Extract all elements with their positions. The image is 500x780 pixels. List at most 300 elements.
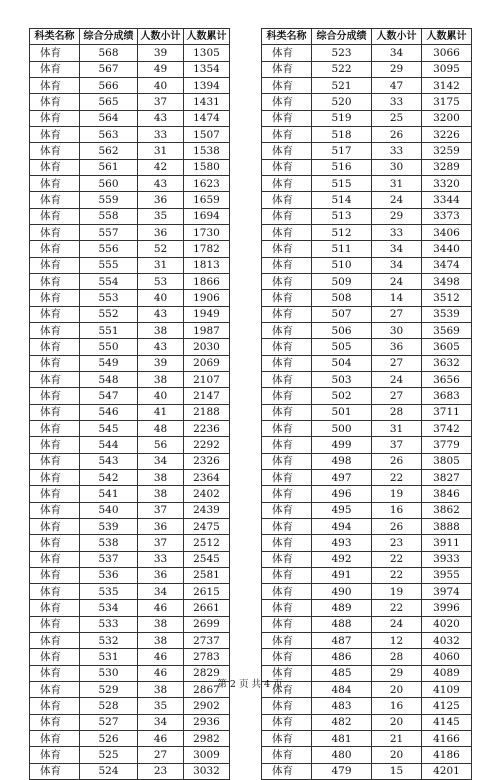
count-cell: 21 — [372, 731, 422, 747]
cumulative-cell: 1580 — [184, 159, 230, 175]
count-cell: 36 — [138, 567, 184, 583]
score-cell: 524 — [80, 763, 138, 779]
count-cell: 29 — [372, 61, 422, 77]
count-cell: 49 — [138, 61, 184, 77]
score-cell: 501 — [312, 404, 372, 420]
table-row — [262, 551, 472, 567]
score-cell: 565 — [80, 94, 138, 110]
cumulative-cell: 3175 — [422, 94, 472, 110]
table-row — [30, 404, 230, 420]
score-cell: 520 — [312, 94, 372, 110]
category-cell: 体育 — [262, 208, 312, 224]
header-score: 综合分成绩 — [80, 29, 138, 45]
category-cell: 体育 — [262, 698, 312, 714]
cumulative-cell: 2699 — [184, 616, 230, 632]
count-cell: 24 — [372, 371, 422, 387]
cumulative-cell: 3406 — [422, 224, 472, 240]
cumulative-cell: 3440 — [422, 241, 472, 257]
score-cell: 491 — [312, 567, 372, 583]
category-cell: 体育 — [30, 159, 80, 175]
cumulative-cell: 3862 — [422, 502, 472, 518]
table-row — [262, 420, 472, 436]
category-cell: 体育 — [30, 551, 80, 567]
category-cell: 体育 — [262, 763, 312, 779]
table-row — [262, 306, 472, 322]
cumulative-cell: 3498 — [422, 273, 472, 289]
count-cell: 46 — [138, 731, 184, 747]
table-row — [262, 584, 472, 600]
table-row — [262, 159, 472, 175]
table-row — [262, 322, 472, 338]
cumulative-cell: 1354 — [184, 61, 230, 77]
cumulative-cell: 1813 — [184, 257, 230, 273]
cumulative-cell: 3373 — [422, 208, 472, 224]
cumulative-cell: 1474 — [184, 110, 230, 126]
table-row — [30, 714, 230, 730]
category-cell: 体育 — [30, 698, 80, 714]
category-cell: 体育 — [262, 682, 312, 698]
count-cell: 33 — [138, 551, 184, 567]
count-cell: 43 — [138, 306, 184, 322]
table-row — [30, 763, 230, 779]
table-row — [262, 731, 472, 747]
count-cell: 34 — [372, 257, 422, 273]
category-cell: 体育 — [262, 584, 312, 600]
count-cell: 34 — [372, 241, 422, 257]
cumulative-cell: 2475 — [184, 518, 230, 534]
table-row — [30, 290, 230, 306]
table-row — [262, 747, 472, 763]
table-row — [262, 126, 472, 142]
table-row — [262, 143, 472, 159]
count-cell: 22 — [372, 600, 422, 616]
count-cell: 40 — [138, 388, 184, 404]
table-row — [262, 94, 472, 110]
score-cell: 511 — [312, 241, 372, 257]
table-row — [30, 502, 230, 518]
count-cell: 46 — [138, 665, 184, 681]
cumulative-cell: 1507 — [184, 126, 230, 142]
count-cell: 19 — [372, 584, 422, 600]
cumulative-cell: 3259 — [422, 143, 472, 159]
cumulative-cell: 2439 — [184, 502, 230, 518]
score-cell: 548 — [80, 371, 138, 387]
category-cell: 体育 — [30, 143, 80, 159]
category-cell: 体育 — [262, 371, 312, 387]
count-cell: 34 — [138, 584, 184, 600]
table-row — [262, 241, 472, 257]
category-cell: 体育 — [30, 763, 80, 779]
category-cell: 体育 — [30, 306, 80, 322]
count-cell: 28 — [372, 649, 422, 665]
count-cell: 37 — [138, 535, 184, 551]
score-cell: 502 — [312, 388, 372, 404]
table-row — [30, 61, 230, 77]
category-cell: 体育 — [30, 322, 80, 338]
cumulative-cell: 2936 — [184, 714, 230, 730]
table-row — [262, 290, 472, 306]
cumulative-cell: 1730 — [184, 224, 230, 240]
table-row — [30, 192, 230, 208]
cumulative-cell: 4109 — [422, 682, 472, 698]
cumulative-cell: 3996 — [422, 600, 472, 616]
cumulative-cell: 2292 — [184, 437, 230, 453]
cumulative-cell: 3142 — [422, 77, 472, 93]
count-cell: 25 — [372, 110, 422, 126]
count-cell: 47 — [372, 77, 422, 93]
score-cell: 484 — [312, 682, 372, 698]
cumulative-cell: 3933 — [422, 551, 472, 567]
cumulative-cell: 2982 — [184, 731, 230, 747]
count-cell: 39 — [138, 355, 184, 371]
header-cumulative: 人数累计 — [184, 29, 230, 45]
table-row — [30, 731, 230, 747]
table-row — [262, 175, 472, 191]
header-count: 人数小计 — [372, 29, 422, 45]
count-cell: 53 — [138, 273, 184, 289]
score-cell: 539 — [80, 518, 138, 534]
table-row — [30, 600, 230, 616]
header-count: 人数小计 — [138, 29, 184, 45]
score-cell: 550 — [80, 339, 138, 355]
count-cell: 48 — [138, 420, 184, 436]
table-body-left — [30, 45, 230, 780]
category-cell: 体育 — [262, 731, 312, 747]
score-cell: 551 — [80, 322, 138, 338]
table-row — [30, 241, 230, 257]
table-row — [30, 208, 230, 224]
table-row — [30, 437, 230, 453]
table-row — [262, 110, 472, 126]
table-row — [262, 61, 472, 77]
category-cell: 体育 — [30, 747, 80, 763]
score-cell: 504 — [312, 355, 372, 371]
score-cell: 514 — [312, 192, 372, 208]
category-cell: 体育 — [30, 273, 80, 289]
score-cell: 481 — [312, 731, 372, 747]
cumulative-cell: 1694 — [184, 208, 230, 224]
score-cell: 561 — [80, 159, 138, 175]
score-cell: 493 — [312, 535, 372, 551]
score-cell: 515 — [312, 175, 372, 191]
cumulative-cell: 2236 — [184, 420, 230, 436]
category-cell: 体育 — [262, 45, 312, 61]
category-cell: 体育 — [30, 616, 80, 632]
table-row — [262, 404, 472, 420]
cumulative-cell: 2107 — [184, 371, 230, 387]
count-cell: 36 — [372, 339, 422, 355]
table-row — [30, 355, 230, 371]
score-cell: 503 — [312, 371, 372, 387]
count-cell: 14 — [372, 290, 422, 306]
category-cell: 体育 — [30, 584, 80, 600]
score-cell: 533 — [80, 616, 138, 632]
cumulative-cell: 4020 — [422, 616, 472, 632]
header-score: 综合分成绩 — [312, 29, 372, 45]
score-cell: 526 — [80, 731, 138, 747]
count-cell: 16 — [372, 502, 422, 518]
count-cell: 26 — [372, 453, 422, 469]
score-cell: 542 — [80, 469, 138, 485]
category-cell: 体育 — [262, 649, 312, 665]
count-cell: 35 — [138, 208, 184, 224]
category-cell: 体育 — [262, 453, 312, 469]
category-cell: 体育 — [30, 371, 80, 387]
score-cell: 498 — [312, 453, 372, 469]
table-row — [262, 453, 472, 469]
count-cell: 33 — [372, 224, 422, 240]
category-cell: 体育 — [30, 257, 80, 273]
cumulative-cell: 1866 — [184, 273, 230, 289]
category-cell: 体育 — [30, 388, 80, 404]
score-cell: 538 — [80, 535, 138, 551]
score-cell: 537 — [80, 551, 138, 567]
category-cell: 体育 — [262, 339, 312, 355]
cumulative-cell: 2030 — [184, 339, 230, 355]
table-row — [30, 567, 230, 583]
cumulative-cell: 3474 — [422, 257, 472, 273]
category-cell: 体育 — [30, 126, 80, 142]
table-row — [262, 567, 472, 583]
score-cell: 497 — [312, 469, 372, 485]
category-cell: 体育 — [30, 290, 80, 306]
score-cell: 494 — [312, 518, 372, 534]
table-row — [30, 633, 230, 649]
cumulative-cell: 4032 — [422, 633, 472, 649]
category-cell: 体育 — [262, 159, 312, 175]
count-cell: 34 — [138, 714, 184, 730]
cumulative-cell: 3955 — [422, 567, 472, 583]
count-cell: 35 — [138, 698, 184, 714]
count-cell: 20 — [372, 682, 422, 698]
table-row — [30, 747, 230, 763]
table-row — [262, 273, 472, 289]
score-cell: 547 — [80, 388, 138, 404]
category-cell: 体育 — [30, 502, 80, 518]
score-cell: 545 — [80, 420, 138, 436]
count-cell: 15 — [372, 763, 422, 779]
count-cell: 39 — [138, 45, 184, 61]
category-cell: 体育 — [262, 192, 312, 208]
cumulative-cell: 4060 — [422, 649, 472, 665]
score-cell: 507 — [312, 306, 372, 322]
category-cell: 体育 — [30, 45, 80, 61]
table-row — [30, 649, 230, 665]
score-cell: 496 — [312, 486, 372, 502]
count-cell: 41 — [138, 404, 184, 420]
category-cell: 体育 — [30, 486, 80, 502]
category-cell: 体育 — [262, 322, 312, 338]
count-cell: 34 — [138, 453, 184, 469]
table-row — [30, 94, 230, 110]
count-cell: 31 — [138, 143, 184, 159]
table-row — [262, 192, 472, 208]
table-row — [262, 339, 472, 355]
count-cell: 43 — [138, 110, 184, 126]
table-row — [30, 420, 230, 436]
cumulative-cell: 3320 — [422, 175, 472, 191]
score-cell: 492 — [312, 551, 372, 567]
cumulative-cell: 4145 — [422, 714, 472, 730]
cumulative-cell: 3009 — [184, 747, 230, 763]
category-cell: 体育 — [262, 404, 312, 420]
count-cell: 38 — [138, 682, 184, 698]
count-cell: 46 — [138, 649, 184, 665]
table-row — [262, 518, 472, 534]
count-cell: 38 — [138, 322, 184, 338]
category-cell: 体育 — [30, 339, 80, 355]
score-cell: 552 — [80, 306, 138, 322]
table-row — [30, 453, 230, 469]
score-cell: 528 — [80, 698, 138, 714]
category-cell: 体育 — [30, 94, 80, 110]
category-cell: 体育 — [262, 747, 312, 763]
cumulative-cell: 2069 — [184, 355, 230, 371]
cumulative-cell: 3226 — [422, 126, 472, 142]
category-cell: 体育 — [30, 518, 80, 534]
table-row — [262, 371, 472, 387]
table-row — [262, 763, 472, 779]
table-row — [262, 469, 472, 485]
score-cell: 510 — [312, 257, 372, 273]
cumulative-cell: 2783 — [184, 649, 230, 665]
table-header-row — [30, 29, 230, 45]
cumulative-cell: 2512 — [184, 535, 230, 551]
cumulative-cell: 2615 — [184, 584, 230, 600]
table-row — [262, 208, 472, 224]
category-cell: 体育 — [30, 731, 80, 747]
category-cell: 体育 — [262, 469, 312, 485]
category-cell: 体育 — [262, 502, 312, 518]
count-cell: 24 — [372, 273, 422, 289]
table-body-right — [262, 45, 472, 780]
table-row — [262, 698, 472, 714]
score-cell: 522 — [312, 61, 372, 77]
category-cell: 体育 — [30, 649, 80, 665]
count-cell: 29 — [372, 665, 422, 681]
cumulative-cell: 3289 — [422, 159, 472, 175]
category-cell: 体育 — [30, 404, 80, 420]
cumulative-cell: 2661 — [184, 600, 230, 616]
cumulative-cell: 2402 — [184, 486, 230, 502]
category-cell: 体育 — [262, 77, 312, 93]
table-row — [262, 437, 472, 453]
count-cell: 31 — [372, 420, 422, 436]
count-cell: 42 — [138, 159, 184, 175]
table-row — [30, 273, 230, 289]
table-row — [262, 714, 472, 730]
cumulative-cell: 3344 — [422, 192, 472, 208]
category-cell: 体育 — [262, 94, 312, 110]
count-cell: 26 — [372, 518, 422, 534]
score-cell: 487 — [312, 633, 372, 649]
score-cell: 518 — [312, 126, 372, 142]
cumulative-cell: 1538 — [184, 143, 230, 159]
score-cell: 568 — [80, 45, 138, 61]
score-cell: 554 — [80, 273, 138, 289]
category-cell: 体育 — [30, 241, 80, 257]
category-cell: 体育 — [262, 61, 312, 77]
cumulative-cell: 2581 — [184, 567, 230, 583]
score-cell: 512 — [312, 224, 372, 240]
category-cell: 体育 — [262, 290, 312, 306]
score-cell: 530 — [80, 665, 138, 681]
count-cell: 26 — [372, 126, 422, 142]
cumulative-cell: 2545 — [184, 551, 230, 567]
table-row — [30, 486, 230, 502]
cumulative-cell: 2326 — [184, 453, 230, 469]
cumulative-cell: 1394 — [184, 77, 230, 93]
count-cell: 52 — [138, 241, 184, 257]
cumulative-cell: 1906 — [184, 290, 230, 306]
score-cell: 486 — [312, 649, 372, 665]
cumulative-cell: 3569 — [422, 322, 472, 338]
table-row — [30, 388, 230, 404]
cumulative-cell: 3656 — [422, 371, 472, 387]
category-cell: 体育 — [262, 143, 312, 159]
score-cell: 527 — [80, 714, 138, 730]
count-cell: 22 — [372, 469, 422, 485]
count-cell: 34 — [372, 45, 422, 61]
table-row — [30, 110, 230, 126]
header-category: 科类名称 — [30, 29, 80, 45]
table-row — [30, 371, 230, 387]
category-cell: 体育 — [262, 175, 312, 191]
category-cell: 体育 — [262, 257, 312, 273]
score-cell: 544 — [80, 437, 138, 453]
count-cell: 22 — [372, 567, 422, 583]
count-cell: 33 — [372, 143, 422, 159]
cumulative-cell: 1431 — [184, 94, 230, 110]
category-cell: 体育 — [262, 355, 312, 371]
table-row — [30, 224, 230, 240]
table-row — [30, 159, 230, 175]
category-cell: 体育 — [30, 61, 80, 77]
category-cell: 体育 — [262, 535, 312, 551]
score-cell: 523 — [312, 45, 372, 61]
count-cell: 40 — [138, 290, 184, 306]
category-cell: 体育 — [30, 633, 80, 649]
count-cell: 43 — [138, 175, 184, 191]
count-cell: 38 — [138, 616, 184, 632]
category-cell: 体育 — [262, 437, 312, 453]
category-cell: 体育 — [30, 175, 80, 191]
category-cell: 体育 — [30, 600, 80, 616]
score-cell: 534 — [80, 600, 138, 616]
category-cell: 体育 — [262, 273, 312, 289]
category-cell: 体育 — [262, 388, 312, 404]
header-category: 科类名称 — [262, 29, 312, 45]
table-row — [30, 469, 230, 485]
count-cell: 27 — [138, 747, 184, 763]
count-cell: 31 — [138, 257, 184, 273]
score-cell: 505 — [312, 339, 372, 355]
count-cell: 29 — [372, 208, 422, 224]
count-cell: 23 — [372, 535, 422, 551]
category-cell: 体育 — [262, 518, 312, 534]
score-cell: 485 — [312, 665, 372, 681]
table-row — [30, 77, 230, 93]
score-table-right — [261, 28, 472, 780]
score-cell: 532 — [80, 633, 138, 649]
category-cell: 体育 — [262, 420, 312, 436]
cumulative-cell: 3539 — [422, 306, 472, 322]
table-row — [30, 616, 230, 632]
score-cell: 549 — [80, 355, 138, 371]
count-cell: 33 — [138, 126, 184, 142]
category-cell: 体育 — [262, 486, 312, 502]
count-cell: 38 — [138, 371, 184, 387]
